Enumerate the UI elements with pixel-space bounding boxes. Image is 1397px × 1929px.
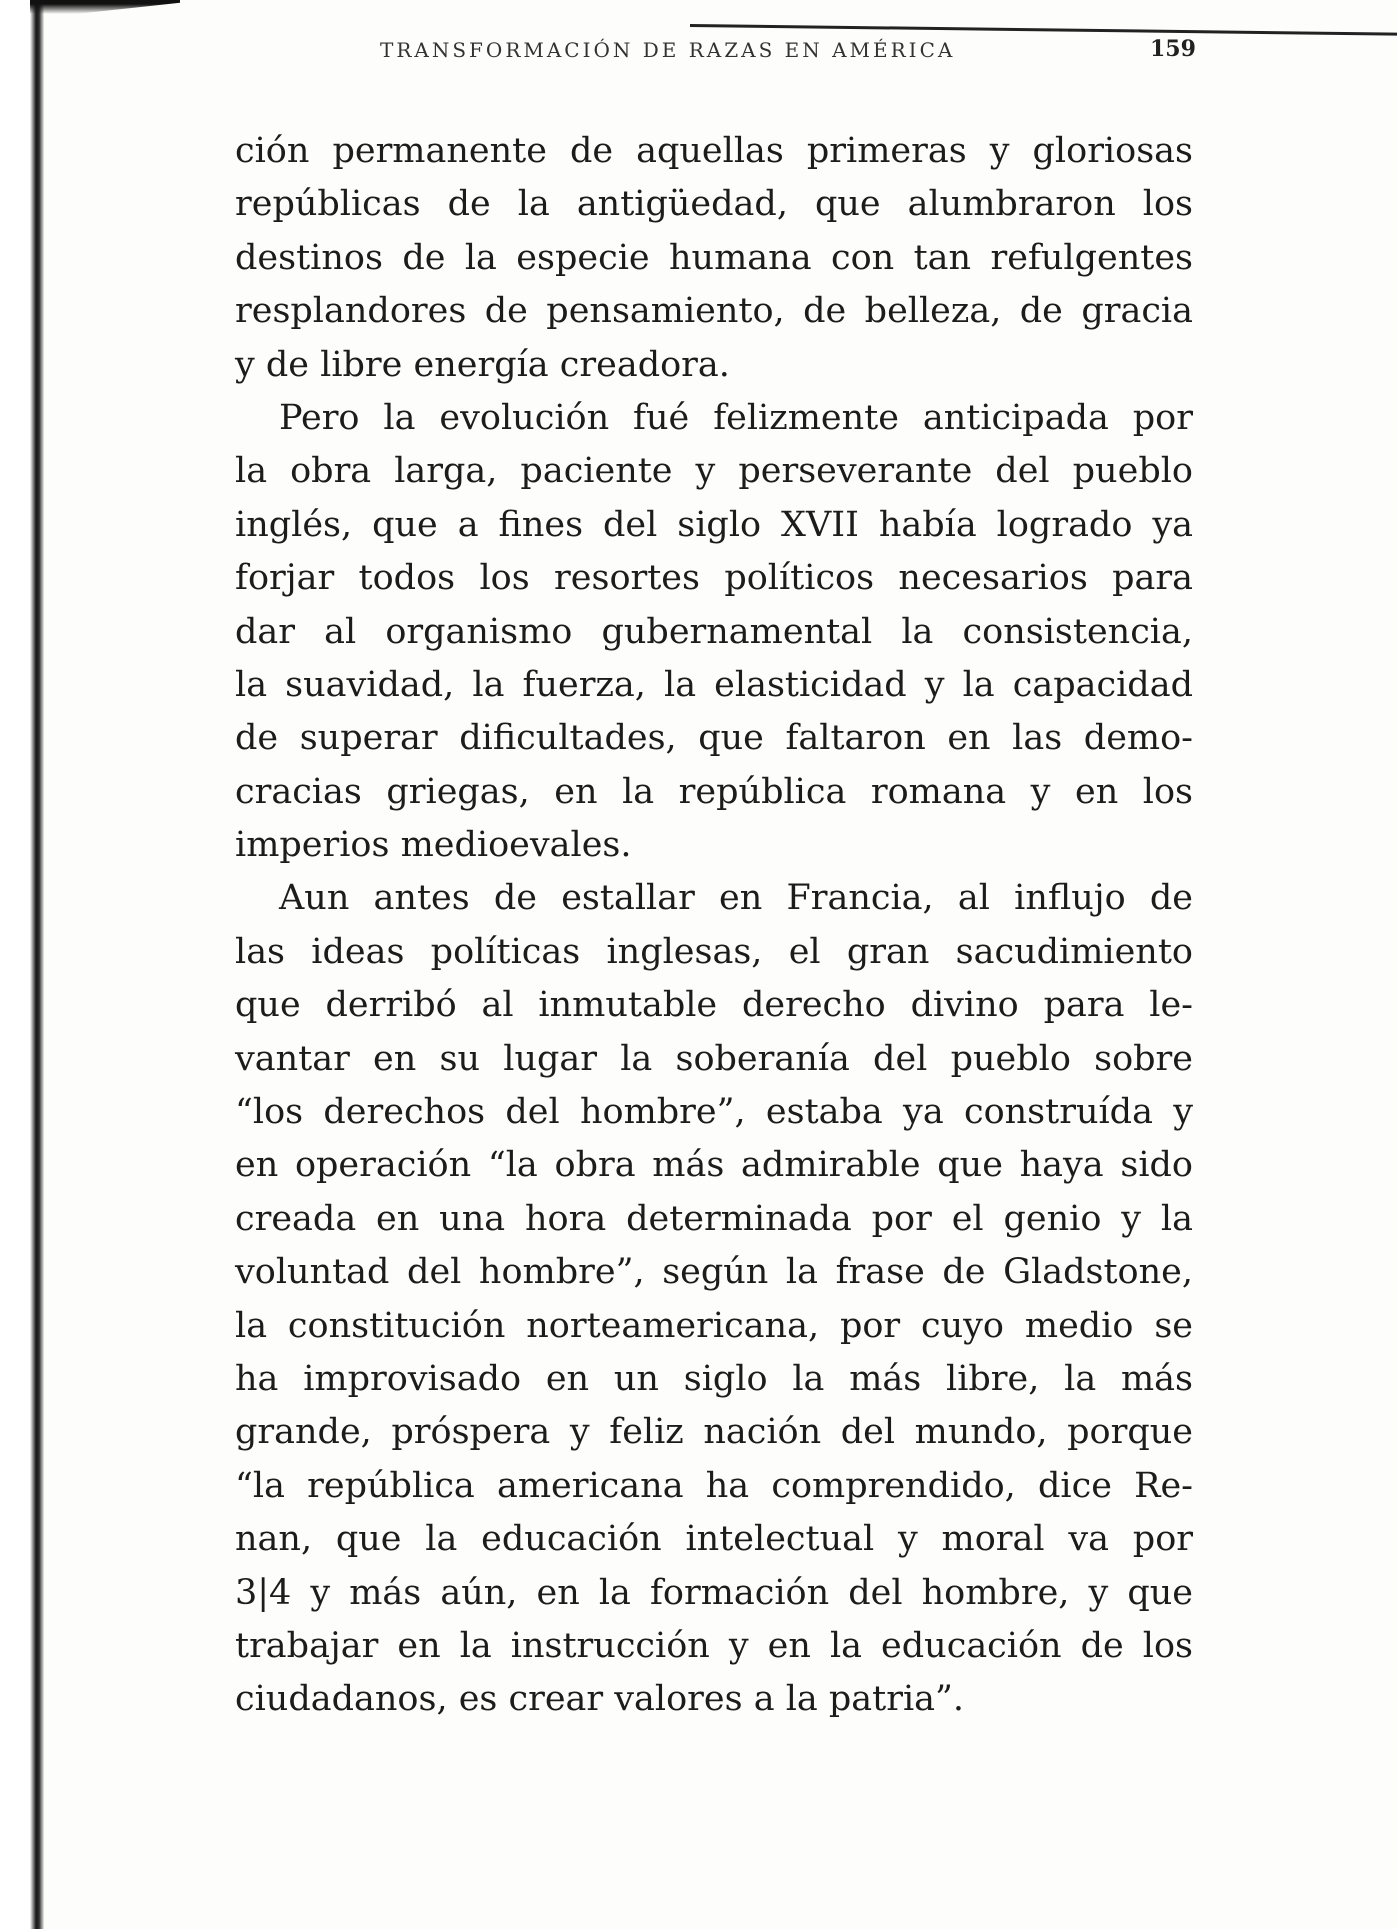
text-line: ción permanente de aquellas primeras y gloriosas <box>235 131 1193 171</box>
text-line: “los derechos del hombre”, estaba ya construída y <box>235 1092 1193 1133</box>
text-line: la suavidad, la fuerza, la elasticidad y la capacidad <box>235 664 1193 705</box>
binding-edge <box>0 0 44 1929</box>
text-line: dar al organismo gubernamental la consistencia, <box>235 611 1193 652</box>
body-text <box>235 125 1193 1727</box>
text-line: ciudadanos, es crear valores a la patria”. <box>235 1679 965 1720</box>
header-rule <box>690 24 1397 36</box>
text-line: las ideas políticas inglesas, el gran sacudimiento <box>235 931 1193 972</box>
text-line: “la república americana ha comprendido, dice Re- <box>235 1465 1193 1506</box>
text-line: imperios medioevales. <box>235 825 632 866</box>
running-head <box>380 38 1380 68</box>
text-line: nan, que la educación intelectual y moral va por <box>235 1519 1193 1560</box>
text-line: repúblicas de la antigüedad, que alumbraron los <box>235 184 1193 225</box>
text-line: Aun antes de estallar en Francia, al influjo de <box>279 878 1193 919</box>
text-line: la constitución norteamericana, por cuyo medio se <box>235 1305 1193 1346</box>
text-line: y de libre energía creadora. <box>235 344 730 385</box>
text-line: destinos de la especie humana con tan refulgentes <box>235 237 1193 278</box>
text-line: vantar en su lugar la soberanía del pueblo sobre <box>235 1038 1193 1079</box>
text-line: que derribó al inmutable derecho divino para le- <box>235 985 1193 1026</box>
text-line: creada en una hora determinada por el genio y la <box>235 1198 1193 1239</box>
text-line: inglés, que a fines del siglo XVII había logrado ya <box>235 504 1193 545</box>
text-line: Pero la evolución fué felizmente anticipada por <box>279 397 1193 438</box>
text-line: en operación “la obra más admirable que haya sido <box>235 1145 1193 1186</box>
text-line: 3|4 y más aún, en la formación del hombre, y que <box>235 1572 1193 1613</box>
page-number: 159 <box>1150 36 1196 62</box>
text-line: ha improvisado en un siglo la más libre, la más <box>235 1358 1193 1399</box>
text-line: forjar todos los resortes políticos necesarios para <box>235 558 1193 599</box>
text-line: resplandores de pensamiento, de belleza, de gracia <box>235 291 1193 332</box>
text-line: voluntad del hombre”, según la frase de Gladstone, <box>235 1252 1193 1293</box>
text-line: trabajar en la instrucción y en la educación de los <box>235 1625 1193 1666</box>
text-line: grande, próspera y feliz nación del mundo, porque <box>235 1412 1193 1453</box>
binding-corner-mark <box>30 0 180 14</box>
text-line: de superar dificultades, que faltaron en las demo- <box>235 718 1193 759</box>
text-line: la obra larga, paciente y perseverante del pueblo <box>235 451 1193 492</box>
running-head-title: TRANSFORMACIÓN DE RAZAS EN AMÉRICA <box>380 38 956 62</box>
text-line: cracias griegas, en la república romana y en los <box>235 771 1193 812</box>
